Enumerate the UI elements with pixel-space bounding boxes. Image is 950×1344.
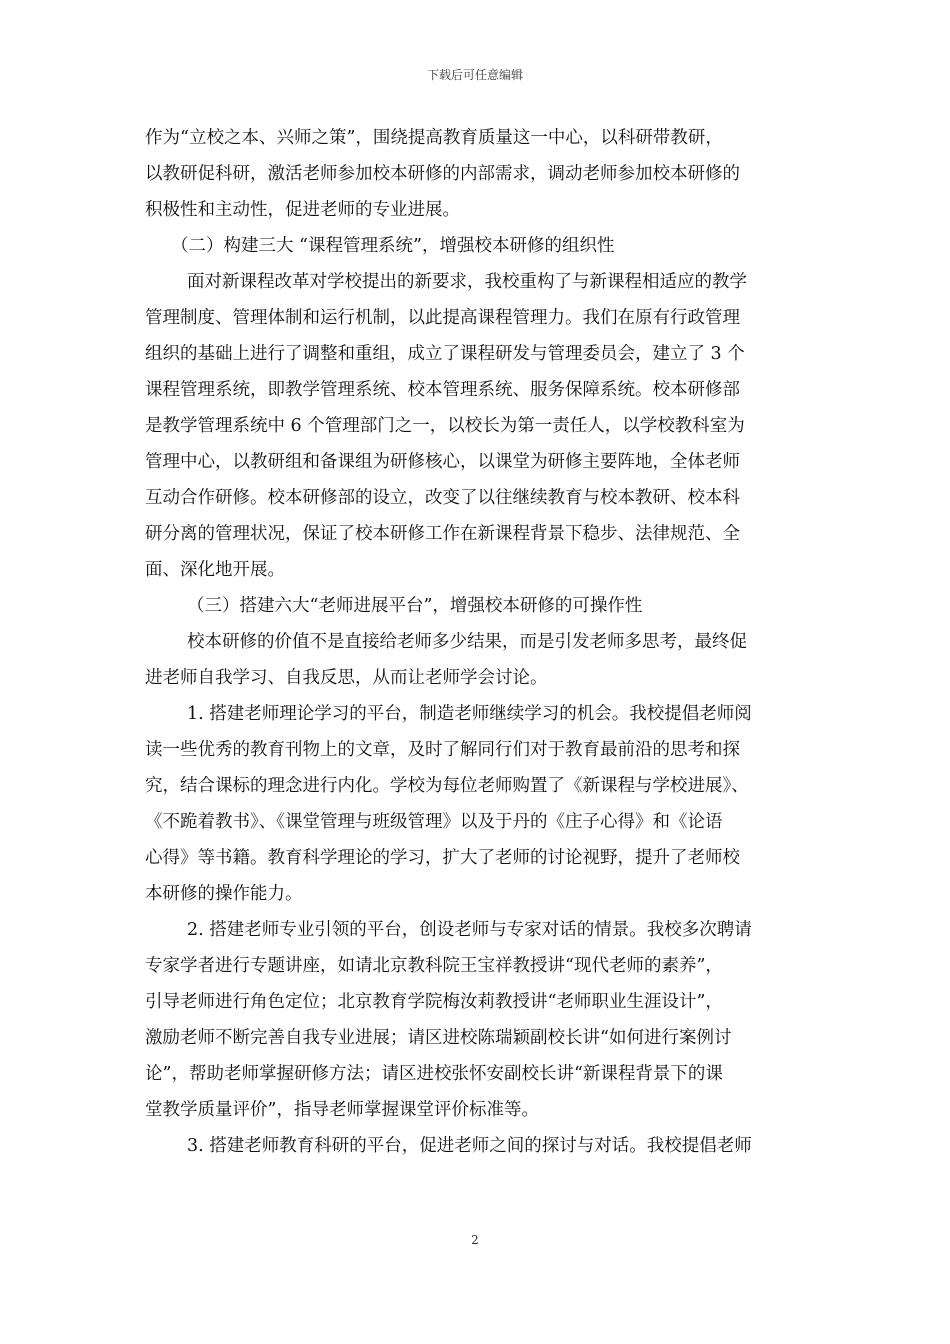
text-line: 积极性和主动性，促进老师的专业进展。: [145, 200, 460, 220]
text-line: 研分离的管理状况，保证了校本研修工作在新课程背景下稳步、法律规范、全: [145, 524, 740, 544]
page-number: 2: [471, 1233, 479, 1247]
text-line: 管理中心，以教研组和备课组为研修核心，以课堂为研修主要阵地，全体老师: [145, 452, 740, 472]
text-line: 究，结合课标的理念进行内化。学校为每位老师购置了《新课程与学校进展》、: [145, 776, 749, 796]
text-line: 2. 搭建老师专业引领的平台，创设老师与专家对话的情景。我校多次聘请: [187, 920, 752, 940]
text-line: 面对新课程改革对学校提出的新要求，我校重构了与新课程相适应的教学: [187, 272, 747, 292]
text-line: 《不跪着教书》、《课堂管理与班级管理》以及于丹的《庄子心得》和《论语: [145, 812, 723, 832]
text-line: 引导老师进行角色定位；北京教育学院梅汝莉教授讲“老师职业生涯设计”，: [145, 992, 723, 1012]
text-line: 组织的基础上进行了调整和重组，成立了课程研发与管理委员会，建立了 3 个: [145, 344, 745, 364]
header-note: 下载后可任意编辑: [426, 68, 523, 82]
text-line: 专家学者进行专题讲座，如请北京教科院王宝祥教授讲“现代老师的素养”，: [145, 956, 723, 976]
body-text: [145, 120, 810, 1164]
text-line: 心得》等书籍。教育科学理论的学习，扩大了老师的讨论视野，提升了老师校: [145, 848, 740, 868]
text-line: 作为“立校之本、兴师之策”，围绕提高教育质量这一中心，以科研带教研，: [145, 128, 723, 148]
text-line: 互动合作研修。校本研修部的设立，改变了以往继续教育与校本教研、校本科: [145, 488, 740, 508]
section-heading: （二）构建三大 “课程管理系统”，增强校本研修的组织性: [171, 236, 615, 256]
text-line: 进老师自我学习、自我反思，从而让老师学会讨论。: [145, 668, 548, 688]
text-line: 以教研促科研，激活老师参加校本研修的内部需求，调动老师参加校本研修的: [145, 164, 740, 184]
text-line: 是教学管理系统中 6 个管理部门之一，以校长为第一责任人，以学校教科室为: [145, 416, 745, 436]
text-line: 激励老师不断完善自我专业进展；请区进校陈瑞颖副校长讲“如何进行案例讨: [145, 1028, 732, 1048]
text-line: 论”，帮助老师掌握研修方法；请区进校张怀安副校长讲“新课程背景下的课: [145, 1064, 723, 1084]
text-line: 校本研修的价值不是直接给老师多少结果，而是引发老师多思考，最终促: [187, 632, 747, 652]
text-line: 课程管理系统，即教学管理系统、校本管理系统、服务保障系统。校本研修部: [145, 380, 740, 400]
text-line: 3. 搭建老师教育科研的平台，促进老师之间的探讨与对话。我校提倡老师: [187, 1136, 752, 1156]
text-line: 管理制度、管理体制和运行机制，以此提高课程管理力。我们在原有行政管理: [145, 308, 740, 328]
text-line: 堂教学质量评价”，指导老师掌握课堂评价标准等。: [145, 1100, 539, 1120]
text-line: 面、深化地开展。: [145, 560, 285, 580]
text-line: 读一些优秀的教育刊物上的文章，及时了解同行们对于教育最前沿的思考和探: [145, 740, 740, 760]
text-line: 1. 搭建老师理论学习的平台，制造老师继续学习的机会。我校提倡老师阅: [187, 704, 752, 724]
text-line: 本研修的操作能力。: [145, 884, 303, 904]
section-heading: （三）搭建六大“老师进展平台”，增强校本研修的可操作性: [187, 596, 643, 616]
